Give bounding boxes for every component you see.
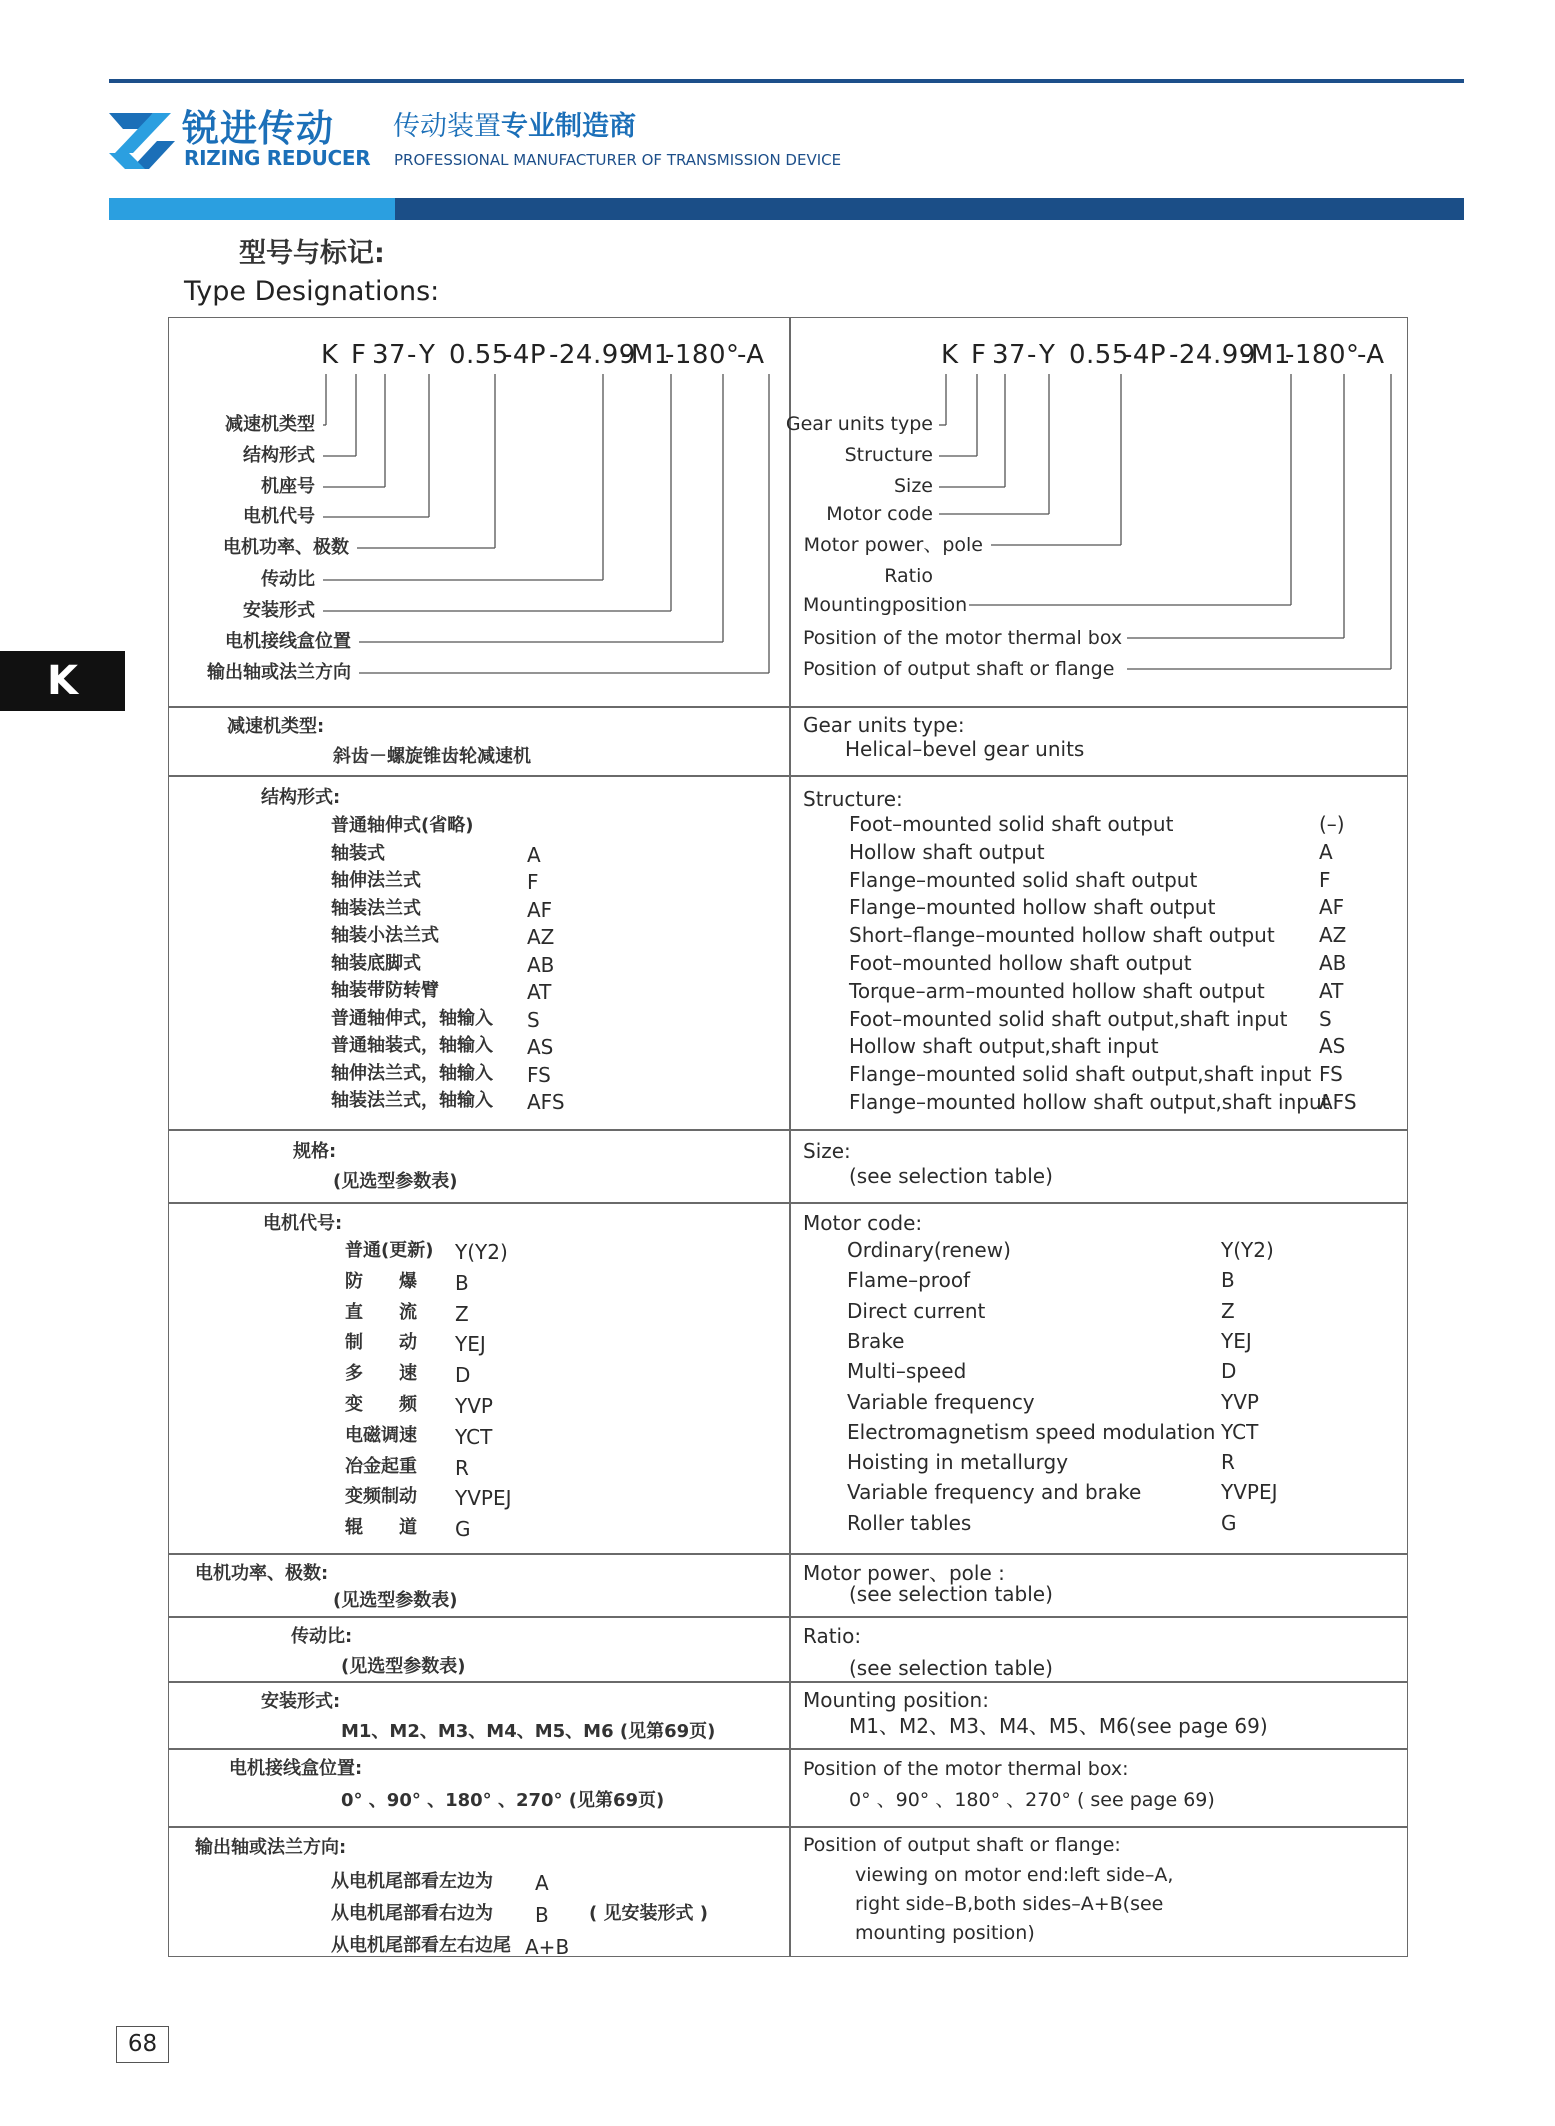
motor-code-en: YVP xyxy=(1221,1389,1259,1414)
designation-label-en: Structure xyxy=(844,444,933,466)
row-divider xyxy=(169,1826,1407,1828)
designation-label-cn: 电机功率、极数 xyxy=(223,537,349,558)
row-divider xyxy=(169,1748,1407,1750)
structure-row-cn: 轴装小法兰式 xyxy=(331,925,439,946)
row-divider xyxy=(169,1616,1407,1618)
code-part: K xyxy=(321,340,339,370)
structure-row-en: Foot–mounted solid shaft output,shaft input xyxy=(849,1006,1288,1031)
structure-row-cn: 轴伸法兰式 xyxy=(331,870,421,891)
code-part: -M1 xyxy=(621,340,671,370)
size-value-cn: (见选型参数表) xyxy=(333,1171,458,1192)
ratio-title-cn: 传动比: xyxy=(291,1626,353,1647)
code-part: -A xyxy=(1357,340,1385,370)
output-shaft-note-cn: ( 见安装形式 ) xyxy=(589,1903,708,1924)
code-part: 37 xyxy=(992,340,1027,370)
code-part: Y xyxy=(419,340,436,370)
designation-label-cn: 机座号 xyxy=(261,476,315,497)
motor-code-en: Z xyxy=(1221,1298,1235,1323)
motor-row-cn: 辊 道 xyxy=(345,1517,417,1539)
motor-row-en: Electromagnetism speed modulation xyxy=(847,1419,1216,1444)
header-band-dark xyxy=(395,198,1464,220)
output-shaft-code: B xyxy=(535,1903,549,1927)
ratio-title-en: Ratio: xyxy=(803,1624,862,1648)
output-shaft-row-cn: 从电机尾部看右边为 xyxy=(331,1903,493,1924)
thermal-box-value-cn: 0° 、90° 、180° 、270° (见第69页) xyxy=(341,1790,665,1811)
structure-row-en: Hollow shaft output,shaft input xyxy=(849,1034,1159,1059)
motor-code-cn: YVPEJ xyxy=(455,1486,512,1511)
designation-label-cn: 传动比 xyxy=(261,569,315,590)
structure-code-cn: A xyxy=(527,842,541,867)
designation-label-cn: 输出轴或法兰方向 xyxy=(207,662,351,683)
page-title-cn: 型号与标记: xyxy=(239,238,385,269)
motor-code-cn: Y(Y2) xyxy=(455,1240,508,1264)
code-part: -4P xyxy=(503,340,547,370)
motor-row-cn: 普通(更新) xyxy=(345,1240,434,1261)
structure-code-en: AFS xyxy=(1319,1090,1357,1114)
tagline-cn: 传动装置专业制造商 xyxy=(393,111,636,142)
motor-row-en: Variable frequency xyxy=(847,1389,1035,1414)
structure-code-cn: AZ xyxy=(527,925,555,949)
mounting-title-en: Mounting position: xyxy=(803,1688,989,1712)
structure-code-cn: AB xyxy=(527,952,555,977)
brand-name-en: RIZING REDUCER xyxy=(184,146,371,170)
top-rule xyxy=(109,79,1464,83)
structure-code-en: AZ xyxy=(1319,923,1347,948)
structure-code-en: (–) xyxy=(1319,812,1345,836)
structure-row-cn: 普通轴伸式(省略) xyxy=(331,815,474,836)
designation-label-cn: 减速机类型 xyxy=(225,414,315,435)
motor-code-cn: R xyxy=(455,1455,469,1480)
structure-row-cn: 轴伸法兰式，轴输入 xyxy=(331,1062,493,1084)
structure-code-cn: FS xyxy=(527,1062,551,1087)
size-value-en: (see selection table) xyxy=(849,1164,1053,1188)
gear-type-value-en: Helical–bevel gear units xyxy=(845,737,1085,761)
code-part: - xyxy=(407,340,417,370)
structure-row-cn: 轴装带防转臂 xyxy=(331,980,439,1001)
output-shaft-line-en: right side–B,both sides–A+B(see xyxy=(855,1893,1164,1915)
structure-row-cn: 普通轴装式，轴输入 xyxy=(331,1035,493,1056)
structure-row-cn: 轴装法兰式 xyxy=(331,897,421,919)
brand-name-cn: 锐进传动 xyxy=(182,107,334,150)
motor-code-cn: Z xyxy=(455,1301,469,1326)
code-part: -4P xyxy=(1123,340,1167,370)
motor-row-en: Direct current xyxy=(847,1298,986,1323)
rizing-logo-icon xyxy=(109,113,175,169)
page-number: 68 xyxy=(116,2026,169,2063)
mounting-title-cn: 安装形式: xyxy=(261,1691,341,1712)
motor-row-cn: 变 频 xyxy=(345,1394,417,1415)
structure-row-en: Flange–mounted hollow shaft output,shaft input xyxy=(849,1090,1330,1114)
motor-code-en: B xyxy=(1221,1268,1235,1293)
row-divider xyxy=(169,1202,1407,1204)
code-part: -24.99 xyxy=(1169,340,1256,370)
designation-label-cn: 结构形式 xyxy=(243,445,315,466)
size-title-en: Size: xyxy=(803,1139,851,1163)
structure-row-en: Hollow shaft output xyxy=(849,839,1045,864)
code-part: - xyxy=(1027,340,1037,370)
motor-row-cn: 防 爆 xyxy=(345,1270,417,1292)
motor-code-cn: G xyxy=(455,1517,471,1542)
gear-type-title-en: Gear units type: xyxy=(803,713,965,737)
motor-power-title-en: Motor power、pole : xyxy=(803,1561,1005,1585)
structure-code-en: S xyxy=(1319,1006,1332,1031)
header-band-light xyxy=(109,198,395,220)
gear-type-title-cn: 减速机类型: xyxy=(227,716,325,737)
tagline-en: PROFESSIONAL MANUFACTURER OF TRANSMISSION DEVICE xyxy=(394,151,842,169)
structure-code-en: FS xyxy=(1319,1062,1343,1087)
designation-label-cn: 电机接线盒位置 xyxy=(225,631,351,652)
motor-power-title-cn: 电机功率、极数: xyxy=(195,1563,329,1584)
thermal-box-title-cn: 电机接线盒位置: xyxy=(229,1758,363,1779)
structure-code-en: AF xyxy=(1319,895,1345,920)
motor-code-cn: YVP xyxy=(455,1394,493,1418)
structure-code-cn: AT xyxy=(527,980,552,1004)
output-shaft-line-en: mounting position) xyxy=(855,1922,1035,1944)
designation-leader-lines xyxy=(169,318,1409,708)
motor-code-cn: YEJ xyxy=(455,1332,486,1357)
motor-row-en: Multi–speed xyxy=(847,1359,967,1384)
ratio-value-cn: (见选型参数表) xyxy=(341,1656,466,1677)
row-divider xyxy=(169,1129,1407,1131)
structure-row-cn: 轴装式 xyxy=(331,842,385,864)
motor-code-en: G xyxy=(1221,1510,1237,1535)
structure-code-cn: F xyxy=(527,870,539,894)
structure-row-en: Flange–mounted solid shaft output xyxy=(849,867,1198,892)
row-divider xyxy=(169,1681,1407,1683)
motor-row-en: Variable frequency and brake xyxy=(847,1480,1142,1505)
gear-type-value-cn: 斜齿－螺旋锥齿轮减速机 xyxy=(333,746,531,767)
motor-code-en: YCT xyxy=(1221,1419,1259,1444)
structure-row-en: Short–flange–mounted hollow shaft output xyxy=(849,923,1275,948)
code-part: F xyxy=(971,340,987,370)
motor-code-title-cn: 电机代号: xyxy=(263,1213,343,1234)
thermal-box-value-en: 0° 、90° 、180° 、270° ( see page 69) xyxy=(849,1789,1215,1811)
output-shaft-line-en: viewing on motor end:left side–A, xyxy=(855,1864,1174,1886)
output-shaft-code: A xyxy=(535,1871,549,1895)
motor-code-title-en: Motor code: xyxy=(803,1211,923,1235)
motor-row-cn: 变频制动 xyxy=(345,1486,417,1508)
motor-power-value-en: (see selection table) xyxy=(849,1582,1053,1606)
structure-code-en: AT xyxy=(1319,978,1344,1003)
output-shaft-code: A+B xyxy=(525,1935,570,1959)
code-part: -180° xyxy=(665,340,740,370)
structure-code-cn: S xyxy=(527,1007,540,1032)
structure-row-en: Foot–mounted solid shaft output xyxy=(849,812,1174,836)
motor-row-cn: 多 速 xyxy=(345,1363,417,1385)
motor-code-en: D xyxy=(1221,1359,1237,1384)
motor-code-cn: B xyxy=(455,1270,469,1295)
section-tab: K xyxy=(0,651,125,711)
code-part: F xyxy=(351,340,367,370)
structure-row-en: Flange–mounted hollow shaft output xyxy=(849,895,1216,920)
structure-row-en: Foot–mounted hollow shaft output xyxy=(849,951,1192,975)
motor-row-en: Hoisting in metallurgy xyxy=(847,1450,1069,1475)
structure-title-cn: 结构形式: xyxy=(261,787,341,808)
structure-code-cn: AFS xyxy=(527,1090,565,1114)
size-title-cn: 规格: xyxy=(293,1141,337,1162)
motor-code-en: YEJ xyxy=(1221,1328,1252,1353)
structure-row-cn: 轴装底脚式 xyxy=(331,952,421,974)
structure-code-en: AB xyxy=(1319,951,1347,975)
designation-label-en: Position of output shaft or flange xyxy=(803,658,1115,680)
designation-label-en: Mountingposition xyxy=(803,594,968,616)
ratio-value-en: (see selection table) xyxy=(849,1656,1053,1680)
motor-code-en: YVPEJ xyxy=(1221,1480,1278,1505)
structure-row-cn: 普通轴伸式，轴输入 xyxy=(331,1007,493,1029)
designation-label-en: Gear units type xyxy=(785,413,933,435)
motor-code-en: R xyxy=(1221,1450,1235,1475)
structure-title-en: Structure: xyxy=(803,787,903,811)
structure-code-en: F xyxy=(1319,867,1331,892)
structure-code-en: AS xyxy=(1319,1034,1346,1059)
motor-power-value-cn: (见选型参数表) xyxy=(333,1590,458,1611)
motor-row-cn: 电磁调速 xyxy=(345,1424,417,1446)
code-part: 0.55 xyxy=(1069,340,1129,370)
motor-row-en: Roller tables xyxy=(847,1510,972,1535)
motor-code-cn: D xyxy=(455,1363,471,1388)
code-part: K xyxy=(941,340,959,370)
output-shaft-title-cn: 输出轴或法兰方向: xyxy=(195,1837,347,1858)
designation-label-en: Ratio xyxy=(884,565,933,587)
mounting-value-en: M1、M2、M3、M4、M5、M6(see page 69) xyxy=(849,1714,1268,1738)
page-title-en: Type Designations: xyxy=(184,276,440,307)
motor-row-cn: 制 动 xyxy=(345,1332,417,1354)
motor-row-en: Ordinary(renew) xyxy=(847,1238,1011,1262)
row-divider xyxy=(169,1553,1407,1555)
motor-code-en: Y(Y2) xyxy=(1221,1238,1274,1262)
code-part: 0.55 xyxy=(449,340,509,370)
output-shaft-row-cn: 从电机尾部看左右边尾 xyxy=(331,1935,511,1956)
structure-code-cn: AF xyxy=(527,897,553,922)
mounting-value-cn: M1、M2、M3、M4、M5、M6 (见第69页) xyxy=(341,1721,716,1742)
motor-code-cn: YCT xyxy=(455,1424,493,1449)
designation-label-en: Size xyxy=(893,475,933,497)
motor-row-en: Brake xyxy=(847,1328,905,1353)
designation-label-en: Position of the motor thermal box xyxy=(803,627,1123,649)
motor-row-cn: 冶金起重 xyxy=(345,1455,417,1477)
thermal-box-title-en: Position of the motor thermal box: xyxy=(803,1758,1129,1780)
structure-code-en: A xyxy=(1319,839,1333,864)
structure-row-en: Flange–mounted solid shaft output,shaft input xyxy=(849,1062,1312,1087)
code-part: Y xyxy=(1039,340,1056,370)
code-part: -M1 xyxy=(1241,340,1291,370)
code-part: -A xyxy=(737,340,765,370)
motor-row-en: Flame–proof xyxy=(847,1268,971,1293)
output-shaft-title-en: Position of output shaft or flange: xyxy=(803,1834,1121,1856)
structure-row-en: Torque–arm–mounted hollow shaft output xyxy=(849,978,1265,1003)
structure-code-cn: AS xyxy=(527,1035,554,1059)
output-shaft-row-cn: 从电机尾部看左边为 xyxy=(331,1871,493,1892)
designation-label-cn: 安装形式 xyxy=(243,600,315,621)
row-divider xyxy=(169,775,1407,777)
designation-label-en: Motor power、pole xyxy=(803,534,983,556)
designation-label-cn: 电机代号 xyxy=(243,506,315,527)
code-part: 37 xyxy=(372,340,407,370)
structure-row-cn: 轴装法兰式，轴输入 xyxy=(331,1090,493,1111)
motor-row-cn: 直 流 xyxy=(345,1301,417,1323)
designation-label-en: Motor code xyxy=(826,503,933,525)
code-part: -180° xyxy=(1285,340,1360,370)
code-part: -24.99 xyxy=(549,340,636,370)
designation-table xyxy=(168,317,1408,1957)
